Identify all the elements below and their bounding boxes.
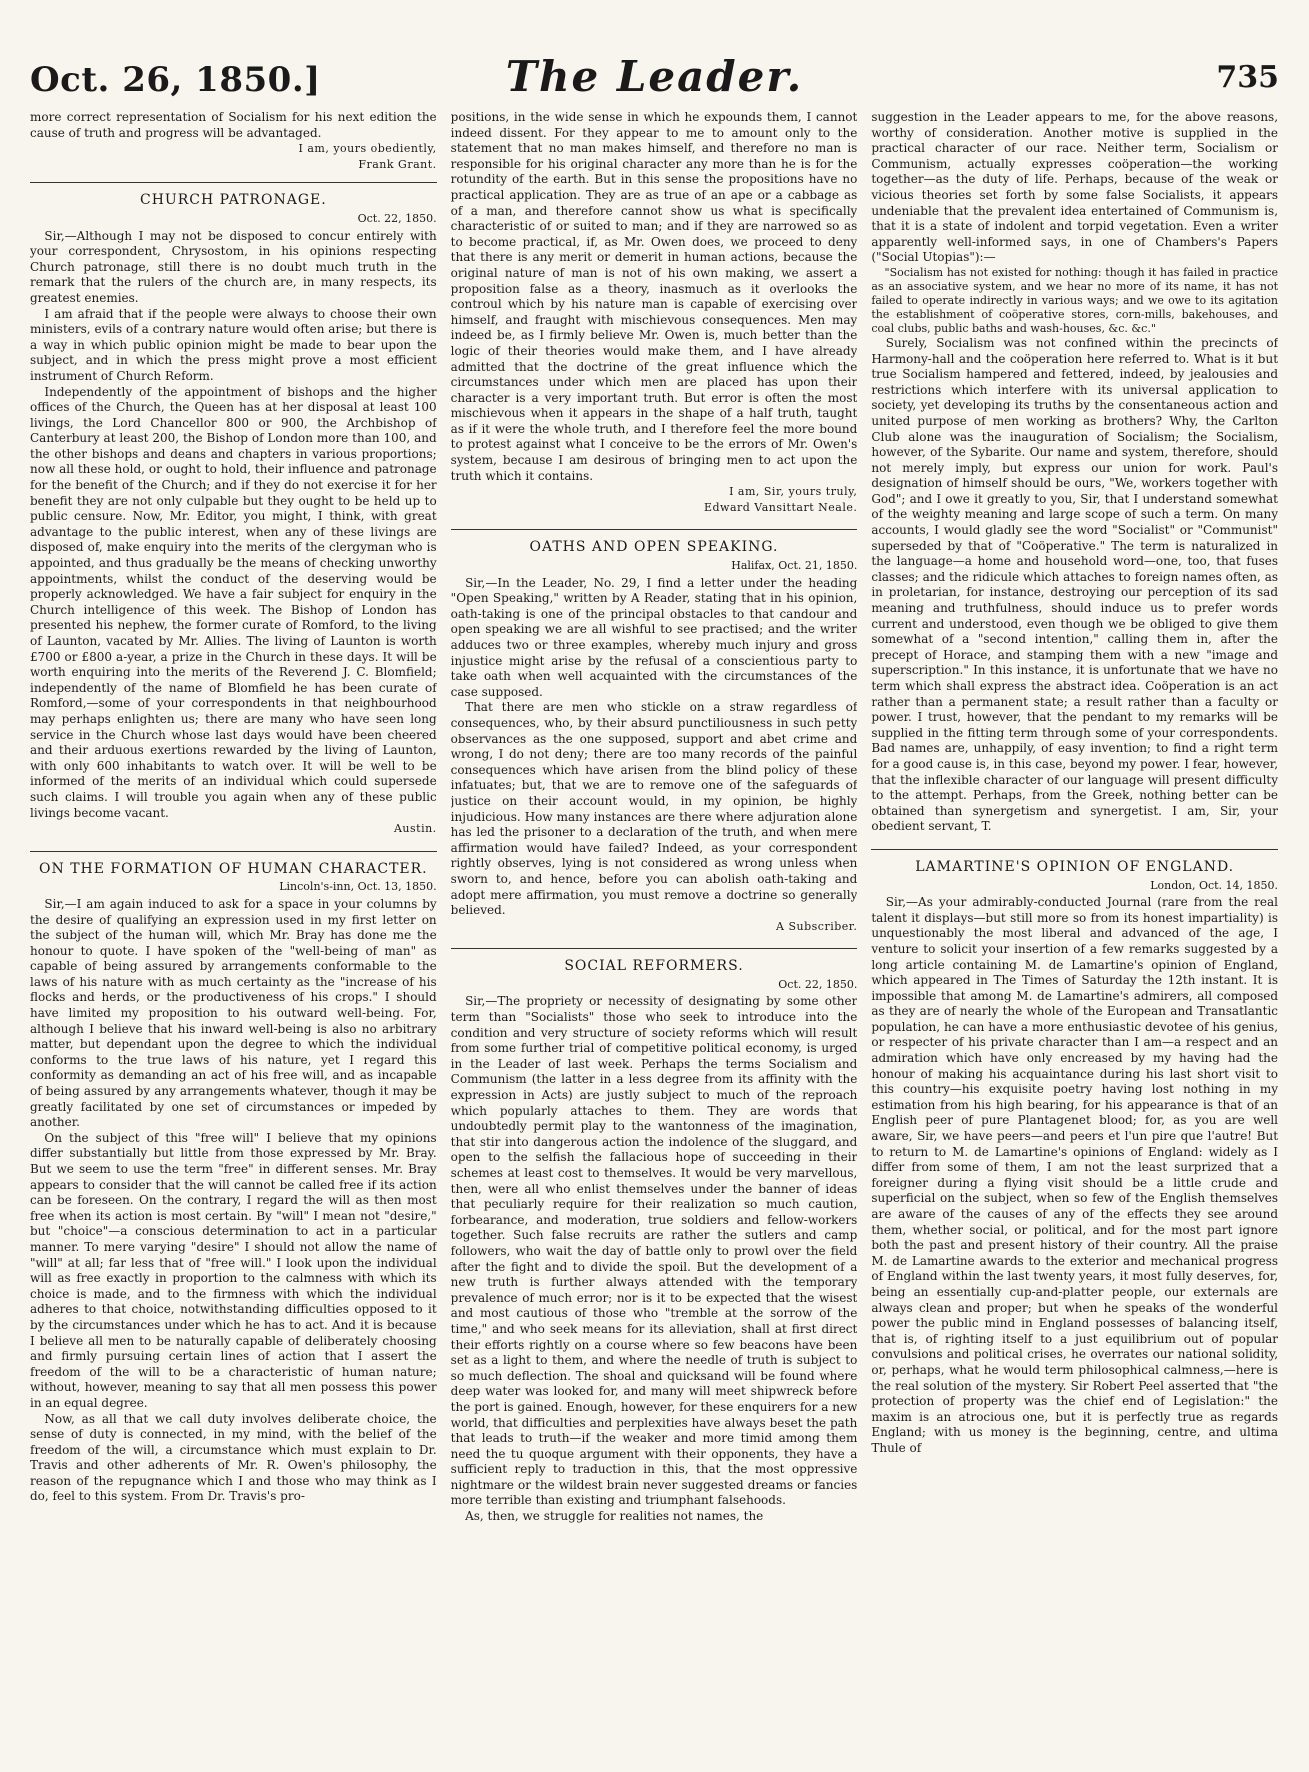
paragraph: Now, as all that we call duty involves deliberate choice, the sense of duty is connected, in my mind, with the belief of the freedom of the will, a circumstance which must explain to Dr. Travis and other adherents of Mr. R. Owen's philosophy, the reason of the repugnance which I and those who may think as I do, feel to this system. From Dr. Travis's pro- bbox=[30, 1411, 437, 1504]
masthead bbox=[30, 40, 1279, 110]
issue-date: Oct. 26, 1850.] bbox=[30, 60, 321, 100]
paragraph: That there are men who stickle on a straw regardless of consequences, who, by their absurd punctiliousness in such petty observances as the one supposed, support and abet crime and wrong, I do not deny; there are too many records of the painful consequences which have arisen from the blind policy of these infatuates; but, that we are to remove one of the safeguards of justice on their account would, in my opinion, be highly injudicious. How many instances are there where adjuration alone has led the prisoner to a declaration of the truth, and when mere affirmation would have failed? Indeed, as your correspondent rightly observes, lying is not considered as wrong unless when sworn to, and hence, before you can abolish oath-taking and adopt mere affirmation, you must remove a doctrine so generally believed. bbox=[450, 700, 858, 918]
dateline: Oct. 22, 1850. bbox=[357, 211, 437, 225]
section-heading: LAMARTINE'S OPINION OF ENGLAND. bbox=[871, 849, 1278, 876]
paragraph: Sir,—The propriety or necessity of designating by some other term than "Socialists" those who seek to introduce into the condition and very structure of society reforms which will result from some further trial of competitive political economy, is urged in the Leader of last week. Perhaps the terms Socialism and Communism (the latter in a less degree from its affinity with the expression in Acts) are justly subject to much of the reproach which popularly attaches to them. They are words that undoubtedly permit play to the wantonness of the imagination, that stir into dangerous action the indolence of the sluggard, and open to the selfish the fallacious hope of succeeding in their schemes at least cost to themselves. It would be very marvellous, then, were all who enlist themselves under the banner of ideas that peculiarly require for their realization so much caution, forbearance, and moderation, true soldiers and fellow-workers together. Such false recruits are rather the sutlers and camp followers, who wait the day of battle only to prowl over the field after the fight and to divide the spoil. But the development of a new truth is further always attended with the temporary prevalence of much error; nor is it to be expected that the wisest and most cautious of those who "tremble at the sorrow of the time," and who seek means for its alleviation, shall at first direct their efforts rightly on a course where so few beacons have been set as a light to them, and where the needle of truth is subject to so much deflection. The shoal and quicksand will be found where deep water was looked for, and many will meet shipwreck before the port is gained. Enough, however, for these enquirers for a new world, that difficulties and perplexities have always beset the path that leads to truth—if the weaker and more timid among them need the tu quoque argument with their opponents, they have a sufficient reply to traduction in this, that the most oppressive nightmare or the wildest brain never suggested dreams or fancies more terrible than existing and triumphant falsehoods. bbox=[450, 994, 858, 1508]
quotation: "Socialism has not existed for nothing: though it has failed in practice as an associative system, and we hear no more of its name, it has not failed to operate indirectly in various ways; and we owe to its agitation the establishment of coöperative stores, corn-mills, bakehouses, and coal clubs, public baths and wash-houses, &c. &c." bbox=[871, 265, 1279, 335]
paragraph: suggestion in the Leader appears to me, for the above reasons, worthy of consideration. Another motive is supplied in the practical character of our race. Neither term, Socialism or Communism, actually expresses coöperation—the working together—as the duty of life. Perhaps, because of the weak or vicious theories set forth by some false Socialists, it appears undeniable that the prevalent idea entertained of Communism is, that it is a state of indolent and torpid vegetation. Even a writer apparently well-informed says, in one of Chambers's Papers ("Social Utopias"):— bbox=[871, 110, 1279, 265]
signoff: I am, Sir, yours truly, bbox=[729, 485, 858, 499]
paragraph: more correct representation of Socialism for his next edition the cause of truth and progress will be advantaged. bbox=[30, 110, 437, 140]
column-3 bbox=[871, 110, 1278, 1760]
paragraph: Sir,—As your admirably-conducted Journal (rare from the real talent it displays—but still more so from its honest impartiality) is unquestionably the most liberal and advanced of the age, I venture to solicit your insertion of a few remarks suggested by a long article containing M. de Lamartine's opinion of England, which appeared in The Times of Saturday the 12th instant. It is impossible that among M. de Lamartine's admirers, all composed as they are of nearly the whole of the European and Transatlantic population, he can have a more enthusiastic devotee of his genius, or respecter of his private character than I am—a respect and an admiration which have only encreased by my having had the honour of making his acquaintance during his last short visit to this country—his exquisite poetry having lost nothing in my estimation from his high bearing, for his appearance is that of an English peer of pure Plantagenet blood; for, as you are well aware, Sir, we have peers—and peers et l'un pire que l'autre! But to return to M. de Lamartine's opinions of England: widely as I differ from some of them, I am not the least surprized that a foreigner during a flying visit should be a little crude and superficial on the subject, when so few of the English themselves are aware of the causes of any of the effects they see around them, whether social, or political, and for the most part ignore both the past and present history of their country. All the praise M. de Lamartine awards to the exterior and mechanical progress of England within the last twenty years, it most fully deserves, for, being an essentially cup-and-platter people, our externals are always clean and proper; but when he speaks of the wonderful power the public mind in England possesses of balancing itself, that is, of righting itself to a just equilibrium out of popular convulsions and political crises, he overrates our national solidity, or, perhaps, what he would term philosophical calmness,—here is the real solution of the mystery. Sir Robert Peel asserted that "the protection of property was the chief end of Legislation:" the maxim is an atrocious one, but it is perfectly true as regards England; with us money is the beginning, centre, and ultima Thule of bbox=[871, 895, 1279, 1455]
column-2 bbox=[451, 110, 858, 1760]
dateline: Oct. 22, 1850. bbox=[778, 977, 858, 991]
section-heading: ON THE FORMATION OF HUMAN CHARACTER. bbox=[30, 851, 437, 878]
signoff: I am, yours obediently, bbox=[298, 142, 437, 156]
column-1 bbox=[30, 110, 437, 1760]
article-columns bbox=[30, 110, 1278, 1760]
paragraph: Sir,—I am again induced to ask for a space in your columns by the desire of qualifying an expression used in my first letter on the subject of the human will, which Mr. Bray has done me the honour to quote. I have spoken of the "well-being of man" as capable of being assured by arrangements conformable to the laws of his nature with as much certainty as the "increase of his flocks and herds, or the productiveness of his crops." I should have limited my proposition to his outward well-being. For, although I believe that his inward well-being is also no arbitrary matter, but dependant upon the degree to which the individual conforms to the true laws of his nature, yet I regard this conformity as demanding an act of his free will, and as incapable of being assured by any arrangements whatever, though it may be greatly facilitated by one set of circumstances or impeded by another. bbox=[30, 896, 437, 1130]
signature: A Subscriber. bbox=[776, 919, 858, 933]
section-heading: OATHS AND OPEN SPEAKING. bbox=[451, 529, 858, 556]
dateline: Lincoln's-inn, Oct. 13, 1850. bbox=[279, 880, 437, 894]
paragraph: As, then, we struggle for realities not names, the bbox=[465, 1509, 764, 1524]
section-heading: SOCIAL REFORMERS. bbox=[451, 948, 858, 975]
dateline: Halifax, Oct. 21, 1850. bbox=[731, 559, 858, 573]
paragraph: I am afraid that if the people were always to choose their own ministers, evils of a contrary nature would often arise; but there is a way in which public opinion might be made to bear upon the subject, and in which the press might prove a most efficient instrument of Church Reform. bbox=[30, 306, 437, 383]
signature: Frank Grant. bbox=[358, 157, 437, 171]
section-heading: CHURCH PATRONAGE. bbox=[30, 182, 437, 209]
dateline: London, Oct. 14, 1850. bbox=[1150, 878, 1279, 892]
paragraph: On the subject of this "free will" I believe that my opinions differ substantially but little from those expressed by Mr. Bray. But we seem to use the term "free" in different senses. Mr. Bray appears to consider that the will cannot be called free if its action can be foreseen. On the contrary, I regard the will as then most free when its action is most certain. By "will" I mean not "desire," but "choice"—a conscious determination to act in a particular manner. To mere varying "desire" I should not allow the name of "will" at all; far less that of "free will." I look upon the individual will as free exactly in proportion to the calmness with which its choice is made, and to the firmness with which the individual adheres to that choice, notwithstanding difficulties opposed to it by the circumstances under which he has to act. And it is because I believe all men to be naturally capable of deliberately choosing and firmly pursuing certain lines of action that I assert the freedom of the will to be a characteristic of human nature; without, however, meaning to say that all men possess this power in an equal degree. bbox=[30, 1130, 437, 1410]
page-number: 735 bbox=[1216, 60, 1279, 95]
signature: Austin. bbox=[393, 822, 437, 836]
paragraph: positions, in the wide sense in which he expounds them, I cannot indeed dissent. For they appear to me to amount only to the statement that no man makes himself, and therefore no man is responsible for his original character any more than he is for the rotundity of the earth. But in this sense the propositions have no practical application. They are as true of an ape or a cabbage as of a man, and therefore cannot show us what is specifically characteristic of or suited to man; and if they are narrowed so as to become practical, if, as Mr. Owen does, we proceed to deny that there is any merit or demerit in human actions, because the original nature of man is not of his own making, we assert a proposition false as a theory, inasmuch as it overlooks the controul which by his nature man is capable of exercising over himself, and fraught with mischievous consequences. Men may indeed be, as I firmly believe Mr. Owen is, much better than the logic of their theories would make them, and I have already admitted that the doctrine of the great influence which the circumstances under which men are placed has upon their character is a very important truth. But error is often the most mischievous when it appears in the shape of a half truth, taught as if it were the whole truth, and I therefore feel the more bound to protest against what I conceive to be the errors of Mr. Owen's system, because I am desirous of bringing men to act upon the truth which it contains. bbox=[450, 110, 858, 483]
signature: Edward Vansittart Neale. bbox=[703, 500, 858, 514]
newspaper-title: The Leader. bbox=[505, 52, 804, 101]
paragraph: Sir,—Although I may not be disposed to concur entirely with your correspondent, Chrysostom, in his opinions respecting Church patronage, still there is no doubt much truth in the remark that the rulers of the church are, in many respects, its greatest enemies. bbox=[30, 228, 437, 305]
paragraph: Sir,—In the Leader, No. 29, I find a letter under the heading "Open Speaking," written by A Reader, stating that in his opinion, oath-taking is one of the principal obstacles to that candour and open speaking we are all wishful to see practised; and the writer adduces two or three examples, whereby much injury and gross injustice might arise by the refusal of a conscientious party to take oath when well acquainted with the circumstances of the case supposed. bbox=[450, 575, 858, 699]
paragraph: Surely, Socialism was not confined within the precincts of Harmony-hall and the coöperation here referred to. What is it but true Socialism hampered and fettered, indeed, by jealousies and restrictions which interfere with its universal application to society, yet developing its truths by the consentaneous action and united purpose of men working as brothers? Why, the Carlton Club alone was the inauguration of Socialism; the Socialism, however, of the Sybarite. Our name and system, therefore, should not merely imply, but express our union for work. Paul's designation of himself should be ours, "We, workers together with God"; and I owe it greatly to you, Sir, that I understand somewhat of the weighty meaning and large scope of such a term. On many accounts, I would gladly see the word "Socialist" or "Communist" superseded by that of "Coöperative." The term is naturalized in the language—a home and household word—one, too, that fuses classes; and the ridicule which attaches to foreign names often, as in proletarian, for instance, destroying our perception of its sad meaning and truthfulness, should induce us to prefer words current and understood, even though we be obliged to give them somewhat of a "second intention," calling them in, after the precept of Horace, and stamping them with a new "image and superscription." In this instance, it is unfortunate that we have no term which shall express the abstract idea. Coöperation is an act rather than a permanent state; a result rather than a faculty or power. I trust, however, that the pendant to my remarks will be supplied in the fitting term through some of your correspondents. Bad names are, unhappily, of easy invention; to find a right term for a good cause is, in this case, beyond my power. I fear, however, that the inflexible character of our language will present difficulty to the attempt. Perhaps, from the Greek, nothing better can be obtained than synergetism and synergetist. I am, Sir, your obedient servant, T. bbox=[871, 335, 1279, 834]
paragraph: Independently of the appointment of bishops and the higher offices of the Church, the Queen has at her disposal at least 100 livings, the Lord Chancellor 800 or 900, the Archbishop of Canterbury at least 200, the Bishop of London more than 100, and the other bishops and deans and chapters in various proportions; now all these hold, or ought to hold, their influence and patronage for the benefit of the Church; and if they do not exercise it for her benefit they are not only culpable but they ought to be held up to public censure. Now, Mr. Editor, you might, I think, with great advantage to the public interest, when any of these livings are disposed of, make enquiry into the merits of the clergyman who is appointed, and thus gradually be the means of checking unworthy appointments, whilst the conduct of the deserving would be properly acknowledged. We have a fair subject for enquiry in the Church intelligence of this week. The Bishop of London has presented his nephew, the former curate of Romford, to the living of Launton, vacated by Mr. Allies. The living of Launton is worth £700 or £800 a-year, a prize in the Church in these days. It will be worth enquiring into the merits of the Reverend J. C. Blomfield; independently of the name of Blomfield he has been curate of Romford,—some of your correspondents in that neighbourhood may perhaps enlighten us; there are many who have seen long service in the Church whose last days would have been cheered and their arduous exertions rewarded by the living of Launton, with only 600 inhabitants to watch over. It will be well to be informed of the merits of an individual which could supersede such claims. I will trouble you again when any of these public livings become vacant. bbox=[30, 384, 437, 820]
